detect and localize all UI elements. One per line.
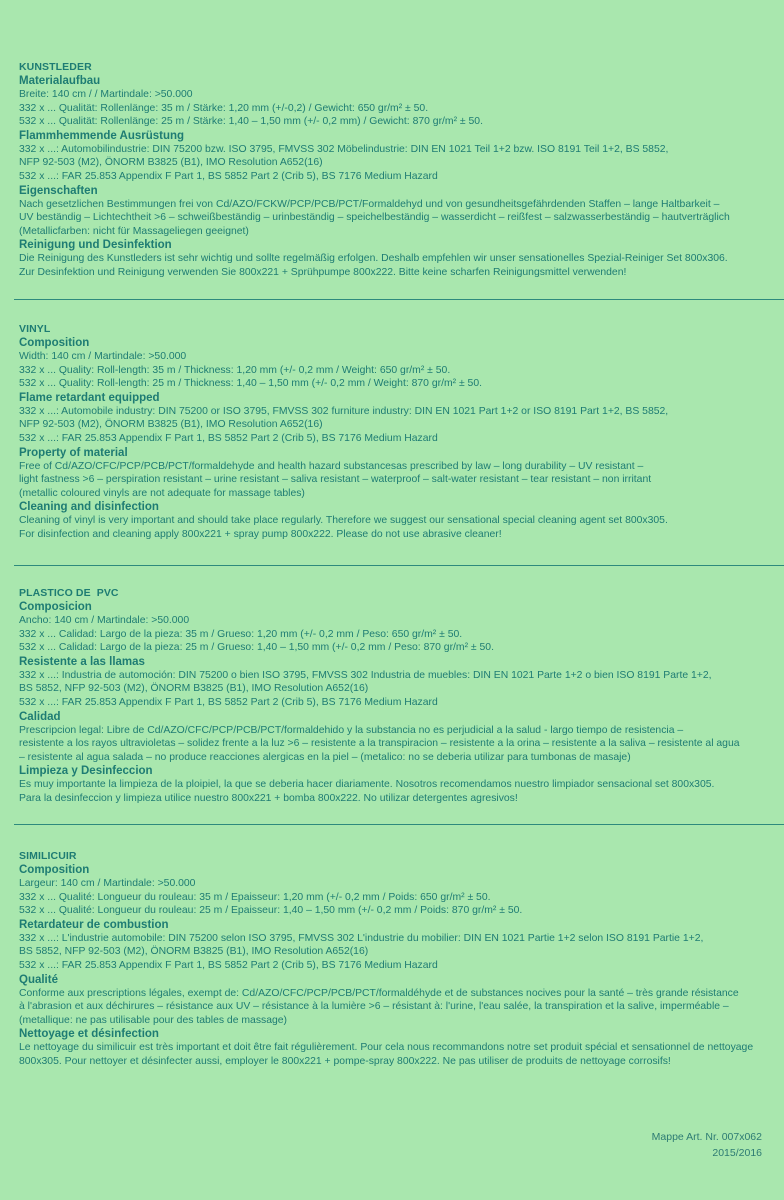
text-line: BS 5852, NFP 92-503 (M2), ÖNORM B3825 (B1), IMO Resolution A652(16) <box>19 946 369 958</box>
block-heading: Qualité <box>19 973 58 986</box>
text-line: Para la desinfeccion y limpieza utilice nuestro 800x221 + bomba 800x222. No utilizar detergentes agresivos! <box>19 792 518 804</box>
text-line: 800x305. Pour nettoyer et désinfecter aussi, employer le 800x221 + pompe-spray 800x222. Ne pas utiliser de produits de nettoyage corrosifs! <box>19 1055 671 1067</box>
section-title: SIMILICUIR <box>19 850 77 862</box>
section-divider <box>14 565 784 566</box>
section-vinyl <box>19 323 771 542</box>
block-heading: Materialaufbau <box>19 75 101 87</box>
text-line: Es muy importante la limpieza de la ploipiel, la que se deberia hacer diariamente. Nosotros recomendamos nuestro limpiador sensacional set 800x305. <box>19 779 715 791</box>
page-footer <box>652 1129 762 1161</box>
text-line: à l'abrasion et aux déchirures – résistance aux UV – résistance à la lumière >6 – résistant à: l'urine, l'eau salée, la transpiration et la salive, imperméable – <box>19 1001 729 1013</box>
block-heading: Flame retardant equipped <box>19 391 160 404</box>
text-line: (metallique: ne pas utilisable pour des tables de massage) <box>19 1014 288 1026</box>
text-line: Cleaning of vinyl is very important and should take place regularly. Therefore we suggest our sensational special cleaning agent set 800x305. <box>19 515 668 527</box>
block-heading: Property of material <box>19 446 128 459</box>
text-line: 532 x ...: FAR 25.853 Appendix F Part 1, BS 5852 Part 2 (Crib 5), BS 7176 Medium Hazard <box>19 959 438 971</box>
text-line: 332 x ...: Automobilindustrie: DIN 75200 bzw. ISO 3795, FMVSS 302 Möbelindustrie: DIN EN 1021 Teil 1+2 bzw. ISO 8191 Teil 1+2, BS 5852, <box>19 143 669 155</box>
text-line: Zur Desinfektion und Reinigung verwenden Sie 800x221 + Sprühpumpe 800x222. Bitte keine scharfen Reinigungsmittel verwenden! <box>19 266 627 278</box>
text-line: NFP 92-503 (M2), ÖNORM B3825 (B1), IMO Resolution A652(16) <box>19 157 323 169</box>
text-line: 532 x ...: FAR 25.853 Appendix F Part 1, BS 5852 Part 2 (Crib 5), BS 7176 Medium Hazard <box>19 432 438 444</box>
catalog-year: 2015/2016 <box>712 1147 762 1159</box>
section-title: VINYL <box>19 323 51 335</box>
text-line: Breite: 140 cm / / Martindale: >50.000 <box>19 89 193 100</box>
block-heading: Composition <box>19 864 90 876</box>
block-heading: Calidad <box>19 710 61 723</box>
text-line: 532 x ... Quality: Roll-length: 25 m / Thickness: 1,40 – 1,50 mm (+/- 0,2 mm / Weight: 870 gr/m² ± 50. <box>19 378 482 390</box>
text-line: BS 5852, NFP 92-503 (M2), ÖNORM B3825 (B1), IMO Resolution A652(16) <box>19 683 369 695</box>
text-line: 532 x ...: FAR 25.853 Appendix F Part 1, BS 5852 Part 2 (Crib 5), BS 7176 Medium Hazard <box>19 696 438 708</box>
block-heading: Composicion <box>19 601 92 613</box>
text-line: 332 x ... Calidad: Largo de la pieza: 35 m / Grueso: 1,20 mm (+/- 0,2 mm / Peso: 650 gr/m² ± 50. <box>19 628 463 640</box>
text-line: For disinfection and cleaning apply 800x221 + spray pump 800x222. Please do not use abrasive cleaner! <box>19 528 502 540</box>
block-heading: Reinigung und Desinfektion <box>19 239 172 252</box>
section-kunstleder <box>19 61 771 280</box>
text-line: 332 x ...: Automobile industry: DIN 75200 or ISO 3795, FMVSS 302 furniture industry: DIN EN 1021 Part 1+2 or ISO 8191 Part 1+2, BS 5852, <box>19 405 669 417</box>
text-line: NFP 92-503 (M2), ÖNORM B3825 (B1), IMO Resolution A652(16) <box>19 419 323 431</box>
text-line: resistente a los rayos ultravioletas – solidez frente a la luz >6 – resistente a la transpiracion – resistente a la orina – resistente a la saliva – resistente al agua <box>19 738 740 750</box>
text-line: Nach gesetzlichen Bestimmungen frei von Cd/AZO/FCKW/PCP/PCB/PCT/Formaldehyd und von gesundheitsgefährdenden Staffen – lange Haltbarkeit – <box>19 198 720 210</box>
block-heading: Nettoyage et désinfection <box>19 1028 159 1041</box>
text-line: Conforme aux prescriptions légales, exempt de: Cd/AZO/CFC/PCP/PCB/PCT/formaldéhyde et de substances nocives pour la santé – très grande résistance <box>19 987 739 999</box>
text-line: 532 x ... Qualité: Longueur du rouleau: 25 m / Epaisseur: 1,40 – 1,50 mm (+/- 0,2 mm / Poids: 870 gr/m² ± 50. <box>19 905 523 917</box>
text-line: Free of Cd/AZO/CFC/PCP/PCB/PCT/formaldehyde and health hazard substancesas prescribed by law – long durability – UV resistant – <box>19 460 644 472</box>
section-title: KUNSTLEDER <box>19 61 92 73</box>
block-heading: Retardateur de combustion <box>19 918 169 931</box>
text-line: Die Reinigung des Kunstleders ist sehr wichtig und sollte regelmäßig erfolgen. Deshalb empfehlen wir unser sensationelles Spezial-Reiniger Set 800x306. <box>19 253 728 265</box>
block-heading: Cleaning and disinfection <box>19 501 159 514</box>
text-line: 332 x ... Qualität: Rollenlänge: 35 m / Stärke: 1,20 mm (+/-0,2) / Gewicht: 650 gr/m² ± 50. <box>19 102 429 114</box>
text-line: 332 x ... Quality: Roll-length: 35 m / Thickness: 1,20 mm (+/- 0,2 mm / Weight: 650 gr/m² ± 50. <box>19 364 451 376</box>
text-line: light fastness >6 – perspiration resistant – urine resistant – saliva resistant – waterproof – salt-water resistant – tear resistant – non irritant <box>19 474 652 486</box>
block-heading: Limpieza y Desinfeccion <box>19 765 153 778</box>
text-line: (Metallicfarben: nicht für Massageliegen geeignet) <box>19 225 249 237</box>
text-line: 332 x ...: Industria de automoción: DIN 75200 o bien ISO 3795, FMVSS 302 Industria de muebles: DIN EN 1021 Parte 1+2 o bien ISO 8191 Parte 1+2, <box>19 669 712 681</box>
text-line: Le nettoyage du similicuir est très important et doit être fait régulièrement. Pour cela nous recommandons notre set produit spécial et sensationnel de nettoyage <box>19 1042 754 1054</box>
section-plastico-de-pvc <box>19 587 771 806</box>
section-title: PLASTICO DE PVC <box>19 587 119 599</box>
text-line: Ancho: 140 cm / Martindale: >50.000 <box>19 615 190 626</box>
text-line: Prescripcion legal: Libre de Cd/AZO/CFC/PCP/PCB/PCT/formaldehido y la substancia no es perjudicial a la salud - largo tiempo de resistencia – <box>19 724 684 736</box>
text-line: UV beständig – Lichtechtheit >6 – schweißbeständig – urinbeständig – speichelbeständig – wasserdicht – reißfest – salzwasserbeständig – hautverträglich <box>19 212 730 224</box>
block-heading: Composition <box>19 337 90 349</box>
block-heading: Resistente a las llamas <box>19 655 145 668</box>
text-line: Largeur: 140 cm / Martindale: >50.000 <box>19 878 196 889</box>
section-divider <box>14 299 784 300</box>
text-line: 532 x ... Calidad: Largo de la pieza: 25 m / Grueso: 1,40 – 1,50 mm (+/- 0,2 mm / Peso: 870 gr/m² ± 50. <box>19 642 494 654</box>
text-line: Width: 140 cm / Martindale: >50.000 <box>19 351 187 362</box>
text-line: 332 x ...: L'industrie automobile: DIN 75200 selon ISO 3795, FMVSS 302 L'industrie du mobilier: DIN EN 1021 Partie 1+2 selon ISO 8191 Partie 1+2, <box>19 932 704 944</box>
text-line: 532 x ... Qualität: Rollenlänge: 25 m / Stärke: 1,40 – 1,50 mm (+/- 0,2 mm) / Gewicht: 870 gr/m² ± 50. <box>19 116 483 128</box>
section-divider <box>14 824 784 825</box>
block-heading: Eigenschaften <box>19 184 98 197</box>
text-line: 532 x ...: FAR 25.853 Appendix F Part 1, BS 5852 Part 2 (Crib 5), BS 7176 Medium Hazard <box>19 170 438 182</box>
section-similicuir <box>19 850 771 1069</box>
article-number: Mappe Art. Nr. 007x062 <box>651 1131 762 1143</box>
text-line: – resistente al agua salada – no produce reacciones alergicas en la piel – (metalico: no se deberia utilizar para tumbonas de masaje) <box>19 751 631 763</box>
text-line: (metallic coloured vinyls are not adequate for massage tables) <box>19 487 305 499</box>
text-line: 332 x ... Qualité: Longueur du rouleau: 35 m / Epaisseur: 1,20 mm (+/- 0,2 mm / Poids: 650 gr/m² ± 50. <box>19 891 491 903</box>
block-heading: Flammhemmende Ausrüstung <box>19 129 185 142</box>
